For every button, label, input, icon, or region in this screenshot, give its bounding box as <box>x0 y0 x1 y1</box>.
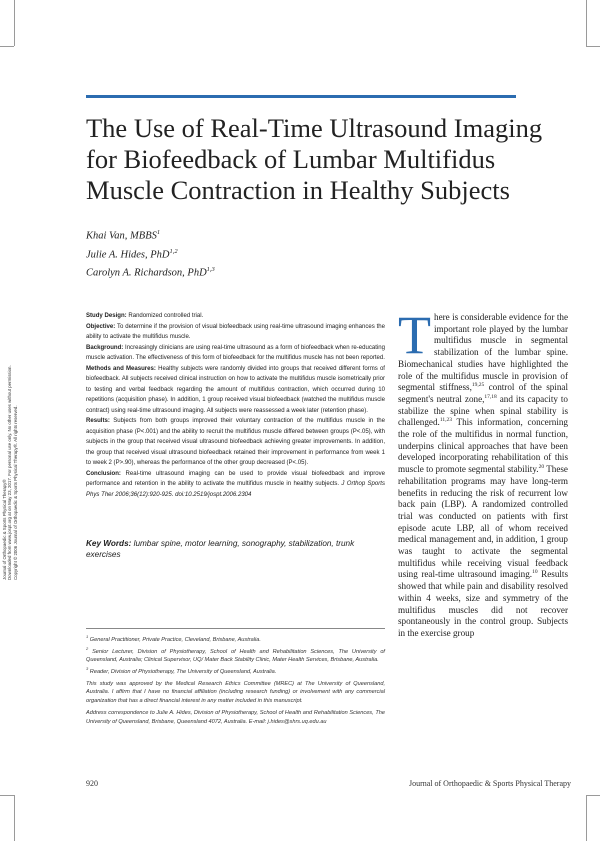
crop-mark <box>14 795 15 841</box>
crop-mark <box>586 46 600 47</box>
footnote: Address correspondence to Julie A. Hides, Division of Physiotherapy, School of Health and Rehabilitation Sciences, The University of Queensland, Brisbane, Queensland 4072, Australia. E-mail: j.hides@shrs.uq.edu.au <box>86 709 385 725</box>
footnote: $^1$ General Practitioner, Private Practice, Cleveland, Brisbane, Australia. <box>86 634 261 643</box>
crop-mark <box>0 46 14 47</box>
crop-mark <box>586 0 587 46</box>
title-line: The Use of Real-Time Ultrasound Imaging <box>86 113 543 143</box>
title-line: Muscle Contraction in Healthy Subjects <box>86 175 510 205</box>
crop-mark <box>586 795 600 796</box>
title-line: for Biofeedback of Lumbar Multifidus <box>86 144 496 174</box>
footnote: This study was approved by the Medical Research Ethics Committee (MREC) at The University of Queensland, Australia. I affirm that I have no financial affiliation (including research funding) or involvement with any commercial organization that has a direct financial interest in any matter included in this manuscript. <box>86 680 385 705</box>
crop-mark <box>0 795 14 796</box>
key-words: Key Words: lumbar spine, motor learning, sonography, stabilization, trunk exercises <box>86 539 355 559</box>
notice-line: Journal of Orthopaedic & Sports Physical Therapy® <box>2 479 7 580</box>
footnotes <box>86 633 385 726</box>
header-rule <box>86 95 516 98</box>
author-list <box>86 225 215 281</box>
abstract-objective: Objective: To determine if the provision of visual biofeedback using real-time ultrasound imaging enhances the ability to activate the multifidus muscle. <box>86 323 385 340</box>
page-number: 920 <box>86 779 98 788</box>
abstract <box>86 311 385 500</box>
footnote-rule <box>86 628 385 629</box>
notice-line: Downloaded from www.jospt.org at on May 23, 2017. For personal use only. No other uses without permission. <box>7 365 13 580</box>
journal-name: Journal of Orthopaedic & Sports Physical Therapy <box>408 779 571 788</box>
footnote: $^3$ Reader, Division of Physiotherapy, The University of Queensland, Australia. <box>86 666 277 675</box>
drop-cap: T <box>398 305 431 365</box>
abstract-design: Study Design: Randomized controlled trial. <box>86 313 204 319</box>
abstract-methods: Methods and Measures: Healthy subjects were randomly divided into groups that received different forms of biofeedback. All subjects received clinical instruction on how to activate the multifidus muscle isometrically prior to testing and verbal feedback regarding the amount of multifidus contraction, which occurred during 10 repetitions (acquisition phase). In addition, 1 group received visual biofeedback (watched the multifidus muscle contract) using real-time ultrasound imaging. All subjects were reassessed a week later (retention phase). <box>86 365 385 414</box>
crop-mark <box>14 0 15 46</box>
author: Khai Van, MBBS$^1$ <box>86 229 161 242</box>
author: Julie A. Hides, PhD$^{1,2}$ <box>86 247 178 260</box>
abstract-results: Results: Subjects from both groups improved their voluntary contraction of the multifidus muscle in the acquisition phase (P<.001) and the ability to recruit the multifidus muscle differed between groups (P<.05), with subjects in the group that received visual ultrasound biofeedback achieving greater improvements. In addition, the group that received visual ultrasound biofeedback retained their improvement in performance from week 1 to week 2 (P>.90), whereas the performance of the other group decreased (P<.05). <box>86 418 385 466</box>
author: Carolyn A. Richardson, PhD$^{1,3}$ <box>86 266 215 279</box>
notice-line: Copyright © 2006 Journal of Orthopaedic & Sports Physical Therapy®. All rights reserved. <box>12 405 18 580</box>
article-title <box>86 113 543 206</box>
footnote: $^2$ Senior Lecturer, Division of Physiotherapy, School of Health and Rehabilitation Sciences, The University of Queensland, Australia; Clinical Supervisor, UQ/ Mater Back Stability Clinic, Mater Health Services, Brisbane, Australia. <box>86 645 385 664</box>
abstract-background: Background: Increasingly clinicians are using real-time ultrasound as a form of biofeedback when re-educating muscle activation. The effectiveness of this form of biofeedback for the multifidus muscle has not been reported. <box>86 344 385 361</box>
crop-mark <box>586 795 587 841</box>
abstract-conclusion: Conclusion: Real-time ultrasound imaging can be used to provide visual biofeedback and improve performance and retention in the ability to activate the multifidus muscle in healthy subjects. J Orthop Sports Phys Ther 2006;36(12):920-925. doi:10.2519/jospt.2006.2304 <box>86 470 385 498</box>
body-text: There is considerable evidence for the important role played by the lumbar multifidus muscle in segmental stabilization of the lumbar spine. Biomechanical studies have highlighted the role of the multifidus muscle in provision of segmental stiffness,$^{19,25}$ control of the spinal segment's neutral zone,$^{17,18}$ and its capacity to stabilize the spine when spinal stability is challenged.$^{11,23}$ This information, concerning the role of the multifidus in normal function, underpins clinical approaches that have been developed incorporating rehabilitation of this muscle to promote segmental stability.$^{20}$ These rehabilitation programs may have long-term benefits in reducing the risk of recurrent low back pain (LBP). A randomized controlled trial was conducted on patients with first episode acute LBP, all of whom received medical management and, in addition, 1 group was taught to activate the segmental multifidus while receiving visual feedback using real-time ultrasound imaging.$^{10}$ Results showed that while pain and disability resolved within 4 weeks, size and symmetry of the multifidus muscles did not recover spontaneously in the control group. Subjects in the exercise group <box>398 305 569 638</box>
